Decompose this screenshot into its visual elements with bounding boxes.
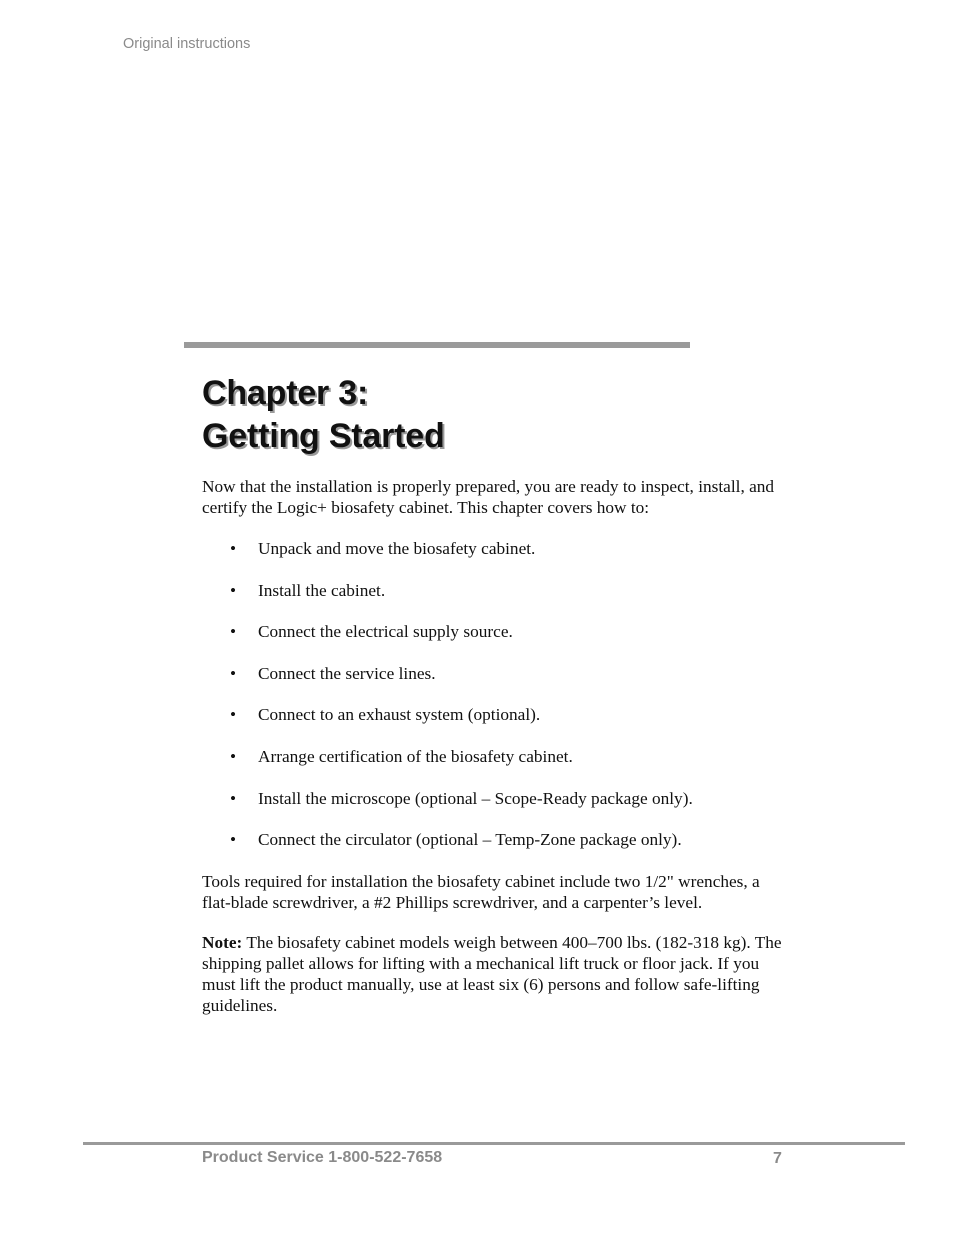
bullet-icon: • <box>230 746 237 766</box>
task-list <box>202 538 782 850</box>
list-item <box>202 746 782 767</box>
note-label: Note: <box>202 932 243 952</box>
bullet-icon: • <box>230 788 237 808</box>
chapter-number: Chapter 3: <box>202 374 369 412</box>
list-item-text: Install the cabinet. <box>258 580 386 600</box>
note-text: The biosafety cabinet models weigh between 400–700 lbs. (182-318 kg). The shipping pallet allows for lifting with a mechanical lift truck or floor jack. If you must lift the product manually, use at least six (6) persons and follow safe-lifting guidelines. <box>202 932 782 1015</box>
bullet-icon: • <box>230 580 237 600</box>
footer-contact: Product Service 1-800-522-7658 <box>202 1149 443 1166</box>
chapter-divider <box>184 342 690 348</box>
header-note: Original instructions <box>123 36 251 52</box>
chapter-body <box>202 476 782 1016</box>
list-item-text: Unpack and move the biosafety cabinet. <box>258 539 536 558</box>
intro-paragraph: Now that the installation is properly prepared, you are ready to inspect, install, and certify the Logic+ biosafety cabinet. This chapter covers how to: <box>202 477 775 517</box>
list-item <box>202 621 782 642</box>
list-item-text: Connect the circulator (optional – Temp-Zone package only). <box>258 830 682 850</box>
list-item <box>202 829 782 850</box>
chapter-name: Getting Started <box>202 417 445 455</box>
bullet-icon: • <box>230 622 237 642</box>
tools-paragraph: Tools required for installation the biosafety cabinet include two 1/2" wrenches, a flat-blade screwdriver, a #2 Phillips screwdriver, and a carpenter’s level. <box>202 871 760 912</box>
list-item-text: Install the microscope (optional – Scope-Ready package only). <box>258 788 693 808</box>
list-item-text: Connect the service lines. <box>258 663 436 683</box>
note-paragraph <box>202 932 782 1016</box>
bullet-icon: • <box>230 705 237 725</box>
chapter-title <box>202 372 445 458</box>
page-number: 7 <box>773 1150 782 1167</box>
list-item <box>202 788 782 809</box>
list-item-text: Connect the electrical supply source. <box>258 622 513 642</box>
list-item <box>202 538 782 559</box>
bullet-icon: • <box>230 663 237 683</box>
list-item-text: Connect to an exhaust system (optional). <box>258 705 541 725</box>
bullet-icon: • <box>230 830 237 850</box>
list-item <box>202 663 782 684</box>
bullet-icon: • <box>230 539 237 558</box>
footer-divider <box>83 1142 905 1145</box>
list-item-text: Arrange certification of the biosafety cabinet. <box>258 746 573 766</box>
list-item <box>202 704 782 725</box>
list-item <box>202 580 782 601</box>
